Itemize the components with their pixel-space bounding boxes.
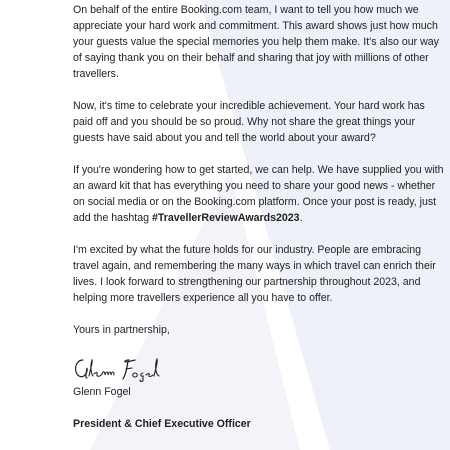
paragraph-4: I'm excited by what the future holds for our industry. People are embracing travel again, and remembering the many ways in which travel can enrich their lives. I look forward to strengthening our partnership throughout 2023, and helping more travellers experience all you have to offer.: [73, 244, 436, 304]
hashtag: #TravellerReviewAwards2023: [151, 212, 300, 224]
paragraph-2: Now, it's time to celebrate your incredible achievement. Your hard work has paid off and you should be so proud. Why not share the great things your guests have said about you and tell the world about your award?: [73, 100, 425, 144]
closing-line: Yours in partnership,: [73, 324, 170, 336]
paragraph-1: On behalf of the entire Booking.com team, I want to tell you how much we appreciate your hard work and commitment. This award shows just how much your guests value the special memories you help them make. It's also our way of saying thank you on their behalf and sharing that joy with millions of other travellers.: [73, 4, 439, 80]
letter-body: [73, 2, 445, 448]
paragraph-3: [73, 162, 445, 226]
signer-title: President & Chief Executive Officer: [73, 418, 251, 430]
paragraph-3-text: If you're wondering how to get started, we can help. We have supplied you with an award kit that has everything you need to share your good news - whether on social media or on the Booking.com platform. Once your post is ready, just add the hashtag: [73, 164, 444, 224]
paragraph-3-end: .: [299, 212, 303, 224]
signer-name: Glenn Fogel: [73, 386, 131, 398]
handwritten-signature: [71, 354, 171, 382]
